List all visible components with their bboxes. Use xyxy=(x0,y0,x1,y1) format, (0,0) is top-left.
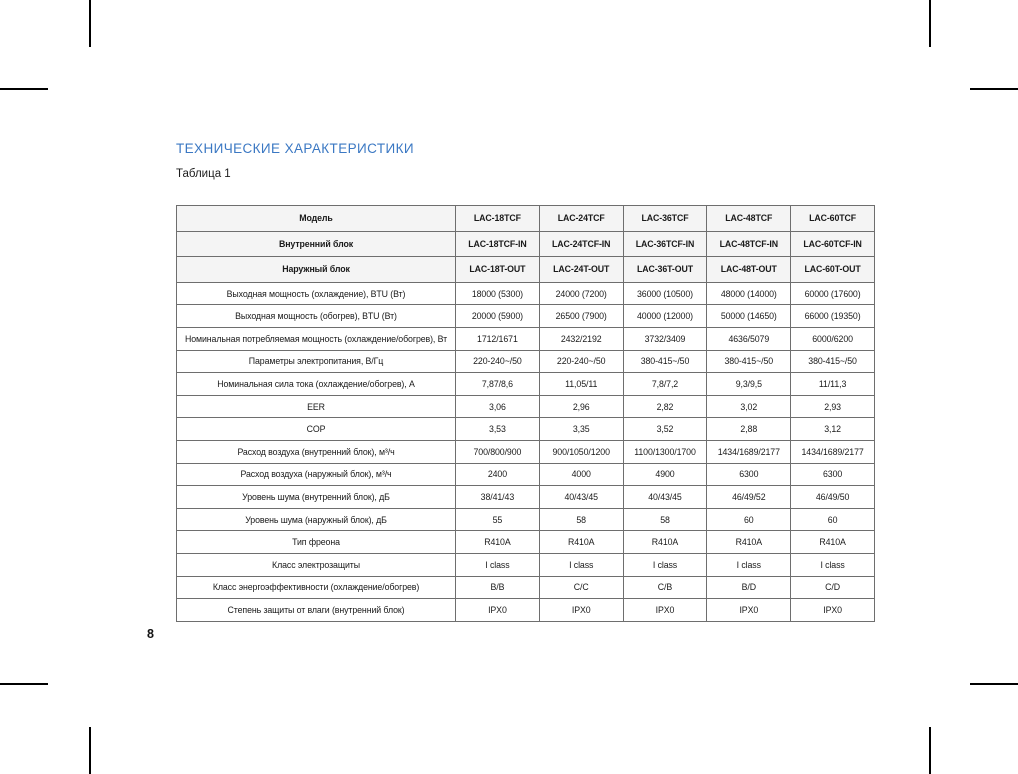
table-cell: 2,93 xyxy=(791,395,875,418)
table-cell: LAC-36TCF xyxy=(623,206,707,232)
row-label: Параметры электропитания, В/Гц xyxy=(177,350,456,373)
table-cell: 2,88 xyxy=(707,418,791,441)
table-cell: 700/800/900 xyxy=(456,440,540,463)
table-row xyxy=(177,395,875,418)
row-label: Класс электрозащиты xyxy=(177,553,456,576)
table-cell: 2,82 xyxy=(623,395,707,418)
row-header-label: Внутренний блок xyxy=(177,231,456,257)
crop-mark-bottom-left-vertical xyxy=(89,727,91,774)
table-cell: R410A xyxy=(623,531,707,554)
table-cell: 3732/3409 xyxy=(623,327,707,350)
table-cell: 1712/1671 xyxy=(456,327,540,350)
table-cell: 380-415~/50 xyxy=(707,350,791,373)
spec-table xyxy=(176,205,874,622)
table-cell: IPX0 xyxy=(456,599,540,622)
table-cell: LAC-18TCF xyxy=(456,206,540,232)
table-cell: I class xyxy=(539,553,623,576)
table-cell: LAC-60TCF-IN xyxy=(791,231,875,257)
table-cell: LAC-48T-OUT xyxy=(707,257,791,283)
table-row xyxy=(177,373,875,396)
table-cell: LAC-36TCF-IN xyxy=(623,231,707,257)
table-cell: 6300 xyxy=(791,463,875,486)
table-cell: 26500 (7900) xyxy=(539,305,623,328)
table-cell: B/D xyxy=(707,576,791,599)
row-label: Уровень шума (наружный блок), дБ xyxy=(177,508,456,531)
table-cell: 380-415~/50 xyxy=(623,350,707,373)
table-cell: R410A xyxy=(707,531,791,554)
table-cell: 2432/2192 xyxy=(539,327,623,350)
table-cell: LAC-24TCF-IN xyxy=(539,231,623,257)
table-row xyxy=(177,531,875,554)
row-label: Степень защиты от влаги (внутренний блок) xyxy=(177,599,456,622)
table-cell: 50000 (14650) xyxy=(707,305,791,328)
table-cell: 9,3/9,5 xyxy=(707,373,791,396)
row-label: Уровень шума (внутренний блок), дБ xyxy=(177,486,456,509)
table-cell: 40/43/45 xyxy=(623,486,707,509)
table-cell: 2400 xyxy=(456,463,540,486)
table-cell: B/B xyxy=(456,576,540,599)
table-cell: 58 xyxy=(623,508,707,531)
table-cell: 46/49/52 xyxy=(707,486,791,509)
table-cell: 11,05/11 xyxy=(539,373,623,396)
table-cell: I class xyxy=(623,553,707,576)
table-cell: 48000 (14000) xyxy=(707,282,791,305)
table-cell: 900/1050/1200 xyxy=(539,440,623,463)
table-cell: 40000 (12000) xyxy=(623,305,707,328)
table-cell: 18000 (5300) xyxy=(456,282,540,305)
table-caption: Таблица 1 xyxy=(176,168,231,180)
row-label: Тип фреона xyxy=(177,531,456,554)
crop-mark-top-left-vertical xyxy=(89,0,91,47)
table-cell: R410A xyxy=(456,531,540,554)
table-cell: C/B xyxy=(623,576,707,599)
crop-mark-right-top-horizontal xyxy=(970,88,1018,90)
table-row xyxy=(177,206,875,232)
table-cell: 4900 xyxy=(623,463,707,486)
table-cell: I class xyxy=(456,553,540,576)
table-row xyxy=(177,350,875,373)
table-row xyxy=(177,257,875,283)
page-number: 8 xyxy=(147,627,154,641)
table-cell: 7,8/7,2 xyxy=(623,373,707,396)
table-row xyxy=(177,327,875,350)
table-cell: LAC-24TCF xyxy=(539,206,623,232)
table-row xyxy=(177,231,875,257)
table-cell: 11/11,3 xyxy=(791,373,875,396)
row-header-label: Модель xyxy=(177,206,456,232)
spec-table-grid xyxy=(176,205,875,622)
row-label: Класс энергоэффективности (охлаждение/обогрев) xyxy=(177,576,456,599)
table-row xyxy=(177,486,875,509)
table-cell: LAC-18T-OUT xyxy=(456,257,540,283)
row-label: EER xyxy=(177,395,456,418)
table-cell: LAC-48TCF-IN xyxy=(707,231,791,257)
table-cell: C/C xyxy=(539,576,623,599)
table-cell: 3,53 xyxy=(456,418,540,441)
crop-mark-left-top-horizontal xyxy=(0,88,48,90)
crop-mark-bottom-right-vertical xyxy=(929,727,931,774)
table-cell: 55 xyxy=(456,508,540,531)
table-cell: 4000 xyxy=(539,463,623,486)
crop-mark-left-bottom-horizontal xyxy=(0,683,48,685)
table-cell: C/D xyxy=(791,576,875,599)
table-cell: 46/49/50 xyxy=(791,486,875,509)
table-row xyxy=(177,508,875,531)
table-cell: IPX0 xyxy=(791,599,875,622)
table-cell: 40/43/45 xyxy=(539,486,623,509)
table-cell: 1434/1689/2177 xyxy=(707,440,791,463)
row-label: Номинальная сила тока (охлаждение/обогрев), А xyxy=(177,373,456,396)
table-cell: 3,52 xyxy=(623,418,707,441)
table-cell: LAC-18TCF-IN xyxy=(456,231,540,257)
table-cell: 4636/5079 xyxy=(707,327,791,350)
table-cell: 2,96 xyxy=(539,395,623,418)
table-cell: 1100/1300/1700 xyxy=(623,440,707,463)
table-cell: 60000 (17600) xyxy=(791,282,875,305)
table-cell: I class xyxy=(707,553,791,576)
table-cell: LAC-60TCF xyxy=(791,206,875,232)
page-title: ТЕХНИЧЕСКИЕ ХАРАКТЕРИСТИКИ xyxy=(176,141,414,156)
table-cell: LAC-24T-OUT xyxy=(539,257,623,283)
table-cell: 3,02 xyxy=(707,395,791,418)
table-cell: LAC-48TCF xyxy=(707,206,791,232)
table-cell: 1434/1689/2177 xyxy=(791,440,875,463)
table-cell: 38/41/43 xyxy=(456,486,540,509)
table-cell: IPX0 xyxy=(707,599,791,622)
table-cell: 58 xyxy=(539,508,623,531)
table-cell: R410A xyxy=(539,531,623,554)
table-cell: 220-240~/50 xyxy=(456,350,540,373)
table-row xyxy=(177,576,875,599)
crop-mark-top-right-vertical xyxy=(929,0,931,47)
table-cell: 3,06 xyxy=(456,395,540,418)
crop-mark-right-bottom-horizontal xyxy=(970,683,1018,685)
table-cell: 20000 (5900) xyxy=(456,305,540,328)
table-cell: 60 xyxy=(791,508,875,531)
table-row xyxy=(177,418,875,441)
table-cell: R410A xyxy=(791,531,875,554)
table-row xyxy=(177,305,875,328)
table-cell: 36000 (10500) xyxy=(623,282,707,305)
table-cell: 3,35 xyxy=(539,418,623,441)
table-row xyxy=(177,553,875,576)
table-cell: 24000 (7200) xyxy=(539,282,623,305)
row-header-label: Наружный блок xyxy=(177,257,456,283)
table-cell: 220-240~/50 xyxy=(539,350,623,373)
row-label: Выходная мощность (охлаждение), BTU (Вт) xyxy=(177,282,456,305)
table-row xyxy=(177,440,875,463)
table-cell: IPX0 xyxy=(623,599,707,622)
row-label: Расход воздуха (внутренний блок), м³/ч xyxy=(177,440,456,463)
table-cell: IPX0 xyxy=(539,599,623,622)
row-label: Номинальная потребляемая мощность (охлаждение/обогрев), Вт xyxy=(177,327,456,350)
table-cell: LAC-36T-OUT xyxy=(623,257,707,283)
row-label: Расход воздуха (наружный блок), м³/ч xyxy=(177,463,456,486)
table-cell: 60 xyxy=(707,508,791,531)
table-cell: 6000/6200 xyxy=(791,327,875,350)
table-row xyxy=(177,463,875,486)
row-label: Выходная мощность (обогрев), BTU (Вт) xyxy=(177,305,456,328)
table-cell: 3,12 xyxy=(791,418,875,441)
table-cell: 380-415~/50 xyxy=(791,350,875,373)
table-cell: 7,87/8,6 xyxy=(456,373,540,396)
row-label: COP xyxy=(177,418,456,441)
table-cell: 66000 (19350) xyxy=(791,305,875,328)
table-cell: LAC-60T-OUT xyxy=(791,257,875,283)
table-row xyxy=(177,282,875,305)
table-cell: 6300 xyxy=(707,463,791,486)
table-cell: I class xyxy=(791,553,875,576)
table-row xyxy=(177,599,875,622)
